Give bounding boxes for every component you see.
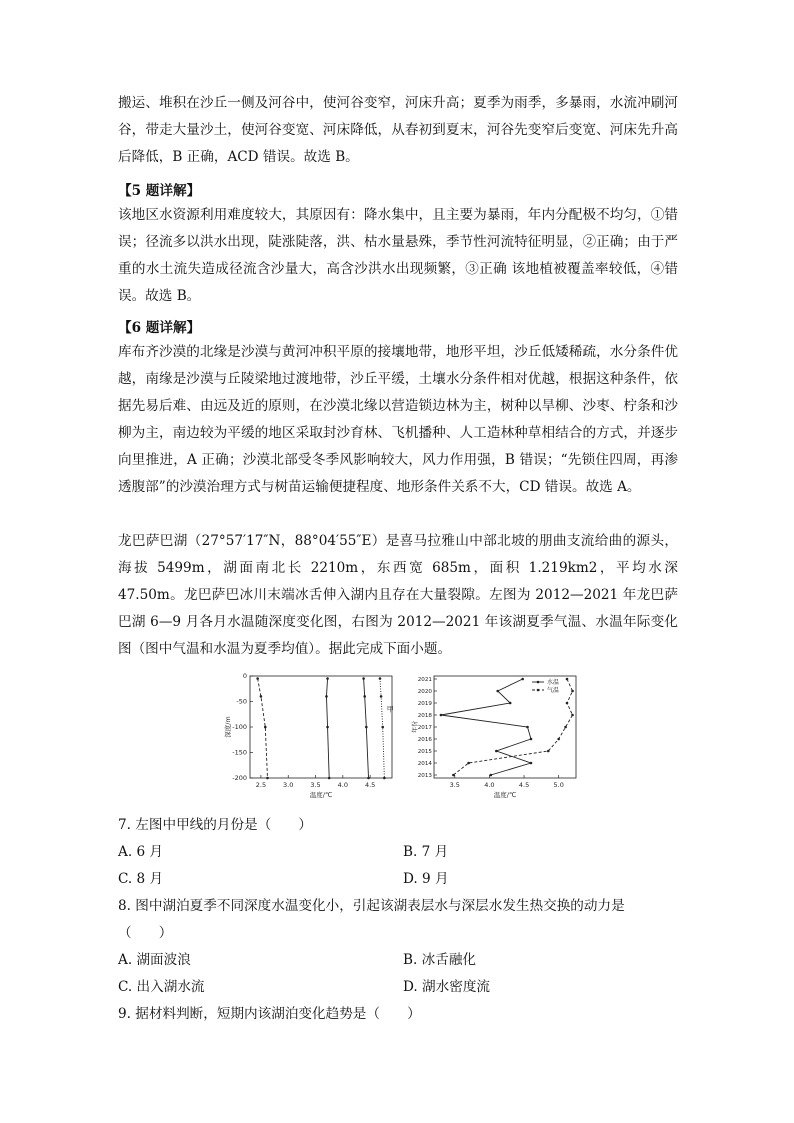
x-tick-label: 2.5 — [255, 781, 267, 789]
data-point — [566, 702, 569, 705]
data-point — [264, 726, 267, 729]
q8-option-b[interactable]: B. 冰舌融化 — [403, 952, 477, 968]
data-point — [367, 777, 370, 780]
x-tick-label: 4.0 — [337, 781, 349, 789]
data-point — [325, 695, 328, 698]
data-point — [260, 695, 263, 698]
data-point — [440, 714, 443, 717]
annotation-jia: 甲 — [386, 705, 394, 714]
q7-option-c[interactable]: C. 8 月 — [118, 871, 164, 887]
y-tick-label: -150 — [232, 748, 247, 757]
y-tick-label: -50 — [236, 697, 247, 706]
q8-option-a[interactable]: A. 湖面波浪 — [118, 952, 191, 968]
legend-label: 水温 — [547, 679, 560, 686]
question-7-stem: 7. 左图中甲线的月份是（ ） — [118, 817, 313, 833]
y-axis-label: 年份 — [412, 720, 419, 734]
question-8-stem: 8. 图中湖泊夏季不同深度水温变化小，引起该湖表层水与深层水发生热交换的动力是 — [118, 898, 625, 914]
data-point — [381, 726, 384, 729]
data-point — [571, 714, 574, 717]
series-line-3 — [364, 679, 369, 778]
data-point — [362, 677, 365, 680]
answer-paragraph-5: 该地区水资源利用难度较大，其原因有：降水集中，且主要为暴雨，年内分配极不均匀，①错误；径流多以洪水出现，陡涨陡落，洪、枯水量悬殊，季节性河流特征明显，②正确；由于严重的水土流失造成径流含沙量大，高含沙洪水出现频繁，③正确 该地植被覆盖率较低，④错误。故选 B。 — [118, 207, 678, 304]
legend-marker — [537, 689, 540, 692]
data-point — [467, 762, 470, 765]
data-point — [566, 678, 569, 681]
data-point — [571, 690, 574, 693]
legend-label: 气温 — [547, 687, 560, 694]
q7-option-d[interactable]: D. 9 月 — [403, 871, 449, 887]
left-chart — [222, 668, 398, 808]
y-tick-label: 2019 — [417, 701, 432, 707]
data-point — [326, 726, 329, 729]
q8-option-d[interactable]: D. 湖水密度流 — [403, 979, 491, 995]
data-point — [326, 677, 329, 680]
series-line-2 — [326, 679, 329, 778]
legend-marker — [537, 681, 540, 684]
data-point — [490, 774, 493, 777]
series-line-1 — [258, 679, 268, 778]
y-tick-label: 0 — [242, 672, 247, 680]
y-axis-label: 深度/m — [224, 716, 232, 738]
q8-option-c[interactable]: C. 出入湖水流 — [118, 979, 205, 995]
data-point — [383, 777, 386, 780]
y-tick-label: 2017 — [417, 725, 432, 731]
x-axis-label: 温度/℃ — [309, 791, 333, 799]
x-tick-label: 4.5 — [364, 781, 376, 789]
data-point — [530, 762, 533, 765]
y-tick-label: 2015 — [417, 749, 432, 755]
data-point — [496, 690, 499, 693]
y-tick-label: 2021 — [417, 677, 432, 683]
right-chart — [414, 668, 584, 808]
data-point — [379, 677, 382, 680]
x-tick-label: 3.5 — [449, 781, 460, 789]
data-point — [495, 750, 498, 753]
question-5-heading: 【5 题详解】 — [118, 183, 201, 199]
data-point — [365, 726, 368, 729]
data-point — [557, 738, 560, 741]
x-tick-label: 5.0 — [553, 781, 564, 789]
y-tick-label: 2014 — [417, 761, 432, 767]
data-point — [509, 702, 512, 705]
question-8-stem-blank: （ ） — [118, 925, 173, 941]
left-chart-frame — [250, 676, 392, 778]
y-tick-label: -100 — [232, 723, 247, 731]
material-paragraph: 龙巴萨巴湖（27°57′17″N，88°04′55″E）是喜马拉雅山中部北坡的朋曲支流给曲的源头，海拔 5499m，湖面南北长 2210m，东西宽 685m，面积 1.219km2，平均水深 47.50m。龙巴萨巴冰川末端冰舌伸入湖内且存在大量裂隙。左图为 2012—2021 年龙巴萨巴湖 6—9 月各月水温随深度变化图，右图为 2012—2021 年该湖夏季气温、水温年际变化图（图中气温和水温为夏季均值）。据此完成下面小题。 — [118, 533, 678, 657]
answer-paragraph-6: 库布齐沙漠的北缘是沙漠与黄河冲积平原的接壤地带，地形平坦，沙丘低矮稀疏，水分条件优越，南缘是沙漠与丘陵梁地过渡地带，沙丘平缓，土壤水分条件相对优越，根据这种条件，依据先易后难、由远及近的原则，在沙漠北缘以营造锁边林为主，树种以旱柳、沙枣、柠条和沙柳为主，南边较为平缓的地区采取封沙育林、飞机播种、人工造林种草相结合的方式，并逐步向里推进，A 正确；沙漠北部受冬季风影响较大，风力作用强，B 错误；“先锁住四周，再渗透腹部”的沙漠治理方式与树苗运输便捷程度、地形条件关系不大，CD 错误。故选 A。 — [118, 344, 678, 495]
data-point — [256, 677, 259, 680]
q7-option-b[interactable]: B. 7 月 — [403, 844, 449, 860]
data-point — [380, 695, 383, 698]
data-point — [526, 726, 529, 729]
x-tick-label: 3.0 — [283, 781, 294, 789]
y-tick-label: -200 — [232, 774, 247, 782]
y-tick-label: 2016 — [417, 737, 432, 743]
data-point — [530, 738, 533, 741]
y-tick-label: 2013 — [417, 773, 432, 779]
y-tick-label: 2018 — [417, 713, 432, 719]
x-tick-label: 4.5 — [518, 781, 530, 789]
data-point — [266, 777, 269, 780]
x-tick-label: 3.5 — [310, 781, 321, 789]
question-6-heading: 【6 题详解】 — [118, 320, 201, 336]
answer-paragraph-4: 搬运、堆积在沙丘一侧及河谷中，使河谷变窄，河床升高；夏季为雨季，多暴雨，水流冲刷河谷，带走大量沙土，使河谷变宽、河床降低，从春初到夏末，河谷先变窄后变宽、河床先升高后降低，B 正确，ACD 错误。故选 B。 — [118, 95, 678, 165]
x-tick-label: 4.0 — [484, 781, 495, 789]
data-point — [521, 678, 524, 681]
series-line-jia — [380, 679, 384, 778]
data-point — [564, 726, 567, 729]
data-point — [363, 695, 366, 698]
data-point — [328, 777, 331, 780]
question-9-stem: 9. 据材料判断，短期内该湖泊变化趋势是（ ） — [118, 1006, 421, 1022]
x-axis-label: 温度/℃ — [493, 791, 517, 799]
data-point — [547, 750, 550, 753]
data-point — [452, 774, 455, 777]
q7-option-a[interactable]: A. 6 月 — [118, 844, 164, 860]
y-tick-label: 2020 — [417, 689, 432, 695]
